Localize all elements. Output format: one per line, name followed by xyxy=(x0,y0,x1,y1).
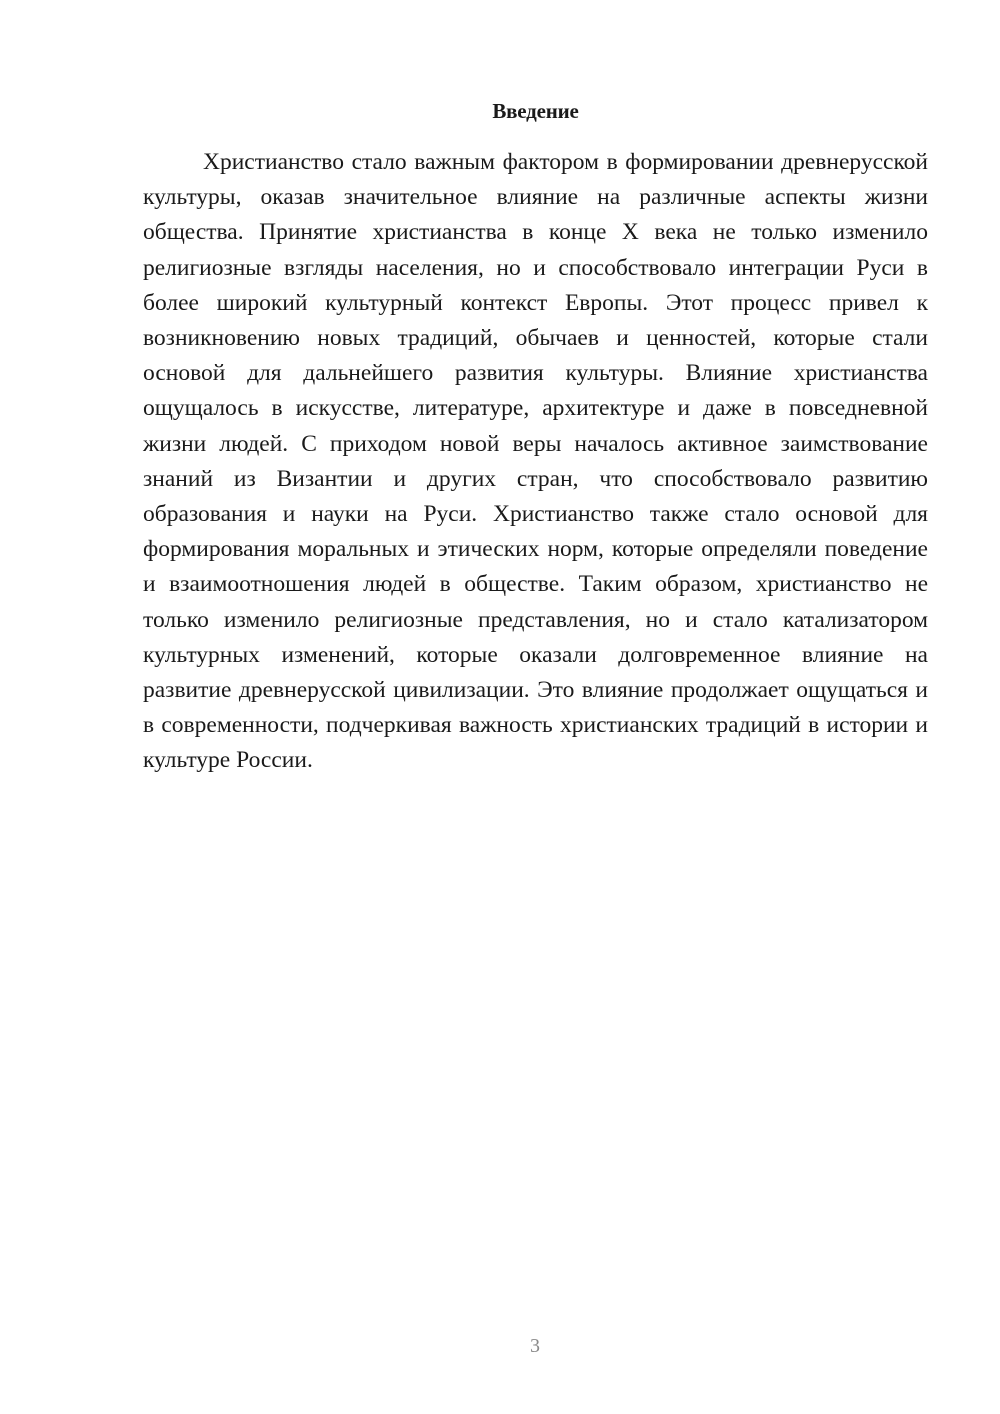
section-heading: Введение xyxy=(492,99,579,123)
page-content xyxy=(143,97,928,779)
body-paragraph: Христианство стало важным фактором в формировании древнерусской культуры, оказав значительное влияние на различные аспекты жизни общества. Принятие христианства в конце X века не только изменило религиозные взгляды населения, но и способствовало интеграции Руси в более широкий культурный контекст Европы. Этот процесс привел к возникновению новых традиций, обычаев и ценностей, которые стали основой для дальнейшего развития культуры. Влияние христианства ощущалось в искусстве, литературе, архитектуре и даже в повседневной жизни людей. С приходом новой веры началось активное заимствование знаний из Византии и других стран, что способствовало развитию образования и науки на Руси. Христианство также стало основой для формирования моральных и этических норм, которые определяли поведение и взаимоотношения людей в обществе. Таким образом, христианство не только изменило религиозные представления, но и стало катализатором культурных изменений, которые оказали долговременное влияние на развитие древнерусской цивилизации. Это влияние продолжает ощущаться и в современности, подчеркивая важность христианских традиций в истории и культуре России. xyxy=(143,149,928,774)
page-number: 3 xyxy=(530,1335,540,1357)
